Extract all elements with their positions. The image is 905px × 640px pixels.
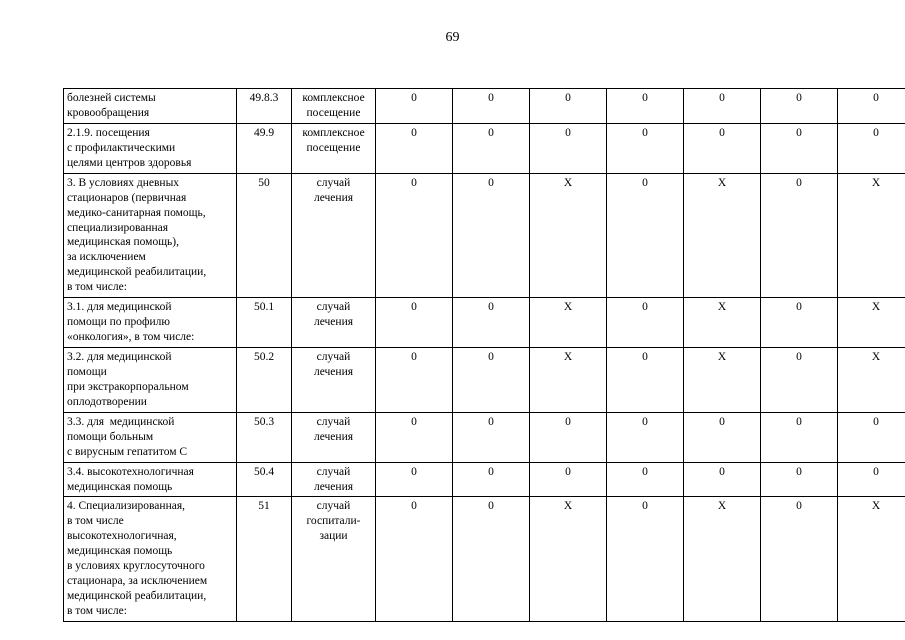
value-text: 0	[565, 92, 571, 104]
cell-value	[530, 173, 607, 298]
value-text: 0	[411, 465, 417, 478]
indicator-name-line: медицинской реабилитации,	[67, 590, 207, 603]
indicator-name-line: в том числе:	[67, 281, 127, 294]
value-text: 0	[873, 415, 879, 428]
unit-line: случай	[316, 415, 351, 428]
indicator-name-line: стационаров (первичная	[67, 191, 187, 204]
value-text: X	[717, 351, 727, 363]
value-text: 0	[488, 176, 494, 189]
indicator-name-line: с профилактическими	[67, 141, 176, 154]
value-text: 0	[719, 92, 725, 104]
indicator-name-line: 3.4. высокотехнологичная	[67, 465, 194, 478]
cell-indicator-name	[64, 173, 237, 298]
value-text: 0	[796, 415, 802, 428]
value-text: 0	[488, 465, 494, 478]
cell-value	[453, 348, 530, 413]
indicator-name-line: «онкология», в том числе:	[67, 331, 195, 344]
cell-value	[838, 173, 905, 298]
unit-line: посещение	[306, 141, 361, 154]
cell-value	[838, 462, 905, 497]
value-text: 0	[796, 126, 802, 139]
value-text: 0	[411, 500, 417, 513]
value-text: 0	[488, 301, 494, 314]
indicator-name-line: помощи	[67, 365, 107, 378]
cell-value	[376, 412, 453, 462]
cell-value	[453, 123, 530, 173]
value-text: 0	[719, 126, 725, 139]
indicator-name-line: оплодотворении	[67, 395, 147, 408]
cell-unit	[292, 173, 376, 298]
unit-line: лечения	[313, 480, 354, 493]
cell-indicator-name	[64, 298, 237, 348]
cell-value	[453, 298, 530, 348]
cell-value	[684, 89, 761, 124]
cell-value	[607, 462, 684, 497]
unit-line: зации	[319, 530, 348, 543]
value-text: 0	[411, 351, 417, 363]
indicator-name-line: в условиях круглосуточного	[67, 560, 205, 573]
indicator-name-line: 4. Специализированная,	[67, 500, 185, 513]
cell-value	[838, 497, 905, 622]
value-text: 0	[642, 351, 648, 363]
value-text: 0	[411, 415, 417, 428]
cell-value	[530, 89, 607, 124]
value-text: X	[871, 176, 881, 189]
cell-indicator-code: 51	[237, 497, 292, 622]
value-text: 0	[719, 465, 725, 478]
unit-line: случай	[316, 500, 351, 513]
cell-indicator-name	[64, 348, 237, 413]
cell-value	[607, 89, 684, 124]
cell-value	[376, 173, 453, 298]
cell-value	[838, 348, 905, 413]
cell-value	[761, 123, 838, 173]
unit-line: лечения	[313, 365, 354, 378]
cell-value	[838, 89, 905, 124]
value-text: 0	[719, 415, 725, 428]
unit-line: комплексное	[302, 92, 365, 104]
value-text: 0	[565, 465, 571, 478]
indicator-name-line: кровообращения	[67, 106, 150, 119]
value-text: 0	[796, 351, 802, 363]
value-text: 0	[642, 500, 648, 513]
cell-value	[530, 298, 607, 348]
cell-value	[607, 123, 684, 173]
cell-unit	[292, 298, 376, 348]
indicator-name-line: высокотехнологичная,	[67, 530, 177, 543]
value-text: 0	[642, 415, 648, 428]
cell-value	[838, 412, 905, 462]
cell-value	[684, 298, 761, 348]
table-row	[64, 298, 905, 348]
cell-indicator-code: 49.9	[237, 123, 292, 173]
cell-value	[453, 89, 530, 124]
value-text: X	[563, 351, 573, 363]
cell-value	[684, 348, 761, 413]
value-text: 0	[796, 465, 802, 478]
unit-line: случай	[316, 351, 351, 363]
cell-value	[761, 412, 838, 462]
indicator-name-line: медицинская помощь	[67, 545, 173, 558]
cell-value	[838, 123, 905, 173]
cell-value	[530, 348, 607, 413]
cell-value	[376, 89, 453, 124]
table-row	[64, 412, 905, 462]
value-text: 0	[488, 415, 494, 428]
indicator-name-line: при экстракорпоральном	[67, 380, 189, 393]
indicator-name-line: болезней системы	[67, 92, 156, 104]
value-text: 0	[565, 415, 571, 428]
value-text: 0	[411, 92, 417, 104]
value-text: 0	[411, 126, 417, 139]
table-row	[64, 173, 905, 298]
indicator-name-line: в том числе	[67, 515, 124, 528]
value-text: X	[871, 500, 881, 513]
cell-unit	[292, 123, 376, 173]
table-row	[64, 89, 905, 124]
value-text: 0	[796, 176, 802, 189]
cell-unit	[292, 348, 376, 413]
cell-unit	[292, 89, 376, 124]
indicator-name-line: специализированная	[67, 221, 169, 234]
indicator-name-line: медико-санитарная помощь,	[67, 206, 206, 219]
unit-line: госпитали-	[306, 515, 361, 528]
cell-value	[761, 298, 838, 348]
cell-value	[453, 412, 530, 462]
unit-line: комплексное	[302, 126, 365, 139]
cell-indicator-code: 50.1	[237, 298, 292, 348]
cell-indicator-code: 49.8.3	[237, 89, 292, 124]
cell-indicator-code: 50	[237, 173, 292, 298]
indicator-name-line: в том числе:	[67, 605, 127, 617]
value-text: 0	[488, 92, 494, 104]
cell-value	[376, 348, 453, 413]
cell-value	[607, 348, 684, 413]
value-text: X	[563, 176, 573, 189]
unit-line: случай	[316, 176, 351, 189]
page-number: 69	[445, 30, 460, 45]
cell-value	[376, 497, 453, 622]
indicator-name-line: 3.3. для медицинской	[67, 415, 175, 428]
cell-value	[376, 123, 453, 173]
cell-value	[761, 173, 838, 298]
cell-indicator-name	[64, 89, 237, 124]
data-table-container	[63, 88, 881, 622]
cell-value	[684, 173, 761, 298]
unit-line: лечения	[313, 430, 354, 443]
cell-value	[684, 462, 761, 497]
indicator-name-line: целями центров здоровья	[67, 156, 192, 169]
value-text: 0	[411, 176, 417, 189]
table-row	[64, 497, 905, 622]
table-row	[64, 123, 905, 173]
table-row	[64, 348, 905, 413]
value-text: 0	[488, 126, 494, 139]
indicator-name-line: помощи больным	[67, 430, 154, 443]
unit-line: случай	[316, 301, 351, 314]
cell-value	[607, 298, 684, 348]
indicator-name-line: медицинская помощь),	[67, 236, 180, 249]
indicator-name-line: медицинской реабилитации,	[67, 266, 207, 279]
value-text: 0	[488, 500, 494, 513]
cell-value	[376, 462, 453, 497]
indicator-name-line: с вирусным гепатитом С	[67, 445, 188, 458]
value-text: 0	[642, 301, 648, 314]
table-row	[64, 462, 905, 497]
cell-value	[761, 462, 838, 497]
value-text: 0	[642, 176, 648, 189]
value-text: 0	[873, 126, 879, 139]
cell-indicator-name	[64, 497, 237, 622]
indicator-name-line: 3. В условиях дневных	[67, 176, 180, 189]
cell-value	[530, 497, 607, 622]
value-text: X	[563, 301, 573, 314]
cell-indicator-name	[64, 462, 237, 497]
unit-line: лечения	[313, 316, 354, 329]
cell-unit	[292, 497, 376, 622]
value-text: 0	[411, 301, 417, 314]
value-text: 0	[796, 500, 802, 513]
cell-value	[684, 497, 761, 622]
cell-value	[684, 412, 761, 462]
indicator-name-line: 3.2. для медицинской	[67, 351, 172, 363]
cell-value	[607, 497, 684, 622]
value-text: X	[717, 301, 727, 314]
cell-value	[453, 173, 530, 298]
cell-indicator-code: 50.2	[237, 348, 292, 413]
indicator-name-line: за исключением	[67, 251, 146, 264]
cell-indicator-name	[64, 412, 237, 462]
cell-indicator-code: 50.4	[237, 462, 292, 497]
cell-value	[376, 298, 453, 348]
cell-unit	[292, 462, 376, 497]
value-text: 0	[642, 92, 648, 104]
cell-value	[684, 123, 761, 173]
value-text: 0	[642, 465, 648, 478]
cell-value	[453, 497, 530, 622]
cell-value	[453, 462, 530, 497]
value-text: X	[563, 500, 573, 513]
cell-value	[761, 348, 838, 413]
indicator-name-line: стационара, за исключением	[67, 575, 208, 588]
value-text: X	[871, 301, 881, 314]
cell-indicator-name	[64, 123, 237, 173]
cell-value	[530, 462, 607, 497]
value-text: X	[717, 500, 727, 513]
value-text: 0	[642, 126, 648, 139]
data-table	[63, 88, 905, 622]
indicator-name-line: медицинская помощь	[67, 480, 173, 493]
value-text: X	[871, 351, 881, 363]
indicator-name-line: 2.1.9. посещения	[67, 126, 150, 139]
unit-line: лечения	[313, 191, 354, 204]
cell-value	[761, 497, 838, 622]
value-text: 0	[796, 92, 802, 104]
cell-value	[607, 173, 684, 298]
value-text: 0	[488, 351, 494, 363]
value-text: 0	[873, 92, 879, 104]
value-text: 0	[565, 126, 571, 139]
cell-value	[530, 123, 607, 173]
value-text: 0	[796, 301, 802, 314]
cell-value	[530, 412, 607, 462]
cell-value	[761, 89, 838, 124]
value-text: X	[717, 176, 727, 189]
unit-line: случай	[316, 465, 351, 478]
indicator-name-line: 3.1. для медицинской	[67, 301, 172, 314]
cell-indicator-code: 50.3	[237, 412, 292, 462]
unit-line: посещение	[306, 106, 361, 119]
cell-value	[838, 298, 905, 348]
cell-unit	[292, 412, 376, 462]
indicator-name-line: помощи по профилю	[67, 316, 170, 329]
cell-value	[607, 412, 684, 462]
table-body	[64, 89, 905, 622]
value-text: 0	[873, 465, 879, 478]
